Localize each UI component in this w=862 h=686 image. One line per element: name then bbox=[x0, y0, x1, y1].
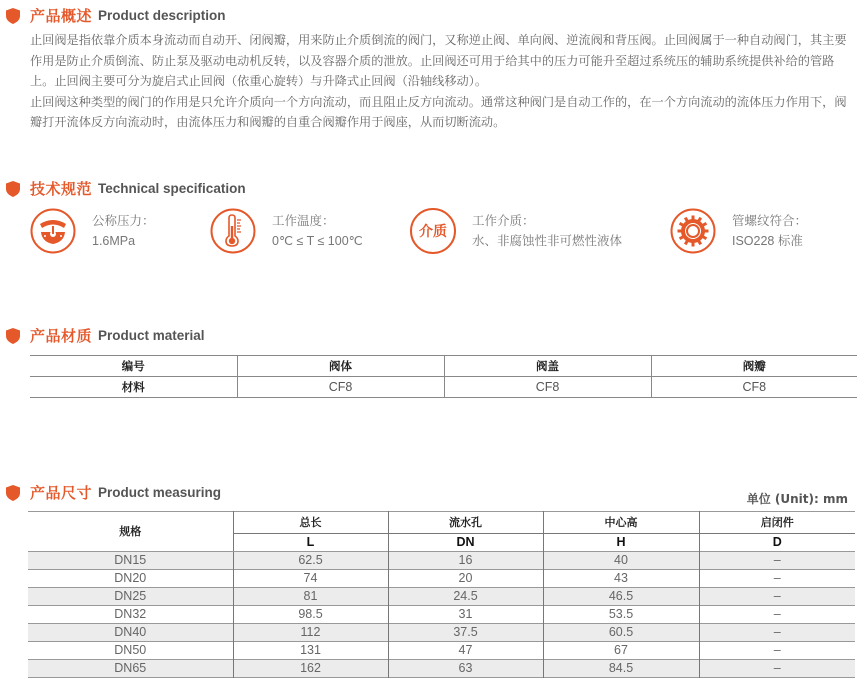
description-paragraph: 止回阀这种类型的阀门的作用是只允许介质向一个方向流动，而且阻止反方向流动。通常这种阀门是自动工作的，在一个方向流动的流体压力作用下，阀瓣打开流体反方向流动时，由流体压力和阀瓣的自重合阀瓣作用于阀座，从而切断流动。 bbox=[30, 94, 847, 129]
cell-bore: 31 bbox=[388, 606, 543, 624]
cell-disc: – bbox=[699, 606, 855, 624]
shield-icon bbox=[6, 328, 20, 344]
cell-center-height: 67 bbox=[543, 642, 699, 660]
measuring-heading bbox=[6, 482, 221, 503]
header-spec: 规格 bbox=[28, 512, 233, 552]
material-header-row bbox=[30, 356, 857, 377]
cell-center-height: 60.5 bbox=[543, 624, 699, 642]
gear-icon bbox=[670, 208, 716, 254]
material-cell: CF8 bbox=[444, 377, 651, 398]
cell-center-height: 46.5 bbox=[543, 588, 699, 606]
section-title-cn: 产品材质 bbox=[30, 327, 93, 345]
technical-heading bbox=[6, 178, 246, 199]
spec-temperature bbox=[210, 208, 363, 254]
table-row bbox=[28, 624, 855, 642]
cell-center-height: 53.5 bbox=[543, 606, 699, 624]
medium-icon bbox=[410, 208, 456, 254]
cell-bore: 47 bbox=[388, 642, 543, 660]
symbol-H: H bbox=[543, 534, 699, 552]
table-row bbox=[28, 642, 855, 660]
material-cell: CF8 bbox=[651, 377, 857, 398]
table-row bbox=[28, 552, 855, 570]
cell-bore: 20 bbox=[388, 570, 543, 588]
spec-label: 管螺纹符合： bbox=[732, 214, 808, 228]
spec-label: 工作介质： bbox=[472, 214, 535, 228]
symbol-DN: DN bbox=[388, 534, 543, 552]
cell-spec: DN40 bbox=[28, 624, 233, 642]
section-title-en: Product measuring bbox=[98, 485, 222, 500]
thermometer-icon bbox=[210, 208, 256, 254]
cell-center-height: 84.5 bbox=[543, 660, 699, 678]
cell-spec: DN65 bbox=[28, 660, 233, 678]
cell-length: 112 bbox=[233, 624, 388, 642]
section-title-en: Technical specification bbox=[98, 181, 246, 196]
header-disc: 启闭件 bbox=[699, 512, 855, 534]
cell-length: 162 bbox=[233, 660, 388, 678]
dimensions-header-row bbox=[28, 512, 855, 534]
cell-length: 62.5 bbox=[233, 552, 388, 570]
cell-length: 81 bbox=[233, 588, 388, 606]
material-row bbox=[30, 377, 857, 398]
spec-thread bbox=[670, 208, 807, 254]
material-cell: CF8 bbox=[237, 377, 444, 398]
cell-length: 74 bbox=[233, 570, 388, 588]
section-title-cn: 产品尺寸 bbox=[30, 484, 93, 502]
cell-disc: – bbox=[699, 552, 855, 570]
header-center-height: 中心高 bbox=[543, 512, 699, 534]
cell-bore: 63 bbox=[388, 660, 543, 678]
material-header-cell: 阀瓣 bbox=[651, 356, 857, 377]
description-heading bbox=[6, 5, 226, 26]
section-title-cn: 技术规范 bbox=[30, 180, 93, 198]
cell-disc: – bbox=[699, 624, 855, 642]
cell-center-height: 43 bbox=[543, 570, 699, 588]
symbol-L: L bbox=[233, 534, 388, 552]
symbol-D: D bbox=[699, 534, 855, 552]
description-paragraph: 止回阀是指依靠介质本身流动而自动开、闭阀瓣，用来防止介质倒流的阀门，又称逆止阀、单向阀、逆流阀和背压阀。止回阀属于一种自动阀门，其主要作用是防止介质倒流、防止泵及驱动电动机反转，以及容器介质的泄放。止回阀还可用于给其中的压力可能升至超过系统压的辅助系统提供补给的管路上。止回阀主要可分为旋启式止回阀（依重心旋转）与升降式止回阀（沿轴线移动）。 bbox=[30, 33, 847, 88]
table-row bbox=[28, 606, 855, 624]
material-header-cell: 阀体 bbox=[237, 356, 444, 377]
spec-value: 1.6MPa bbox=[92, 234, 136, 248]
section-title-en: Product material bbox=[98, 328, 205, 343]
spec-value: ISO228 标准 bbox=[732, 234, 803, 248]
cell-disc: – bbox=[699, 588, 855, 606]
spec-value: 水、非腐蚀性非可燃性液体 bbox=[472, 234, 623, 248]
spec-label: 公称压力： bbox=[92, 214, 155, 228]
cell-disc: – bbox=[699, 660, 855, 678]
pressure-gauge-icon bbox=[30, 208, 76, 254]
cell-spec: DN20 bbox=[114, 571, 147, 585]
spec-value: 0℃ ≤ T ≤ 100℃ bbox=[272, 234, 363, 248]
description-text bbox=[30, 30, 856, 133]
section-title-en: Product description bbox=[98, 8, 226, 23]
header-bore: 流水孔 bbox=[388, 512, 543, 534]
cell-spec: DN15 bbox=[28, 552, 233, 570]
table-row bbox=[28, 588, 855, 606]
spec-medium bbox=[410, 208, 622, 254]
cell-bore: 16 bbox=[388, 552, 543, 570]
cell-bore: 37.5 bbox=[388, 624, 543, 642]
table-row bbox=[28, 660, 855, 678]
spec-label: 工作温度： bbox=[272, 214, 335, 228]
section-title-cn: 产品概述 bbox=[30, 7, 93, 25]
cell-spec: DN32 bbox=[114, 607, 147, 621]
material-header-cell: 编号 bbox=[121, 359, 145, 373]
material-table bbox=[30, 355, 857, 398]
material-header-cell: 阀盖 bbox=[444, 356, 651, 377]
header-length: 总长 bbox=[233, 512, 388, 534]
spec-row bbox=[0, 208, 862, 264]
cell-spec: DN50 bbox=[114, 643, 147, 657]
material-heading bbox=[6, 325, 205, 346]
shield-icon bbox=[6, 181, 20, 197]
table-row bbox=[28, 570, 855, 588]
cell-length: 131 bbox=[233, 642, 388, 660]
dimensions-table bbox=[28, 511, 855, 678]
spec-pressure bbox=[30, 208, 155, 254]
material-cell: 材料 bbox=[121, 380, 145, 394]
cell-center-height: 40 bbox=[543, 552, 699, 570]
cell-disc: – bbox=[699, 642, 855, 660]
cell-length: 98.5 bbox=[233, 606, 388, 624]
medium-icon-text: 介质 bbox=[419, 224, 447, 240]
unit-label: 单位 (Unit): mm bbox=[746, 492, 848, 506]
cell-disc: – bbox=[699, 570, 855, 588]
shield-icon bbox=[6, 485, 20, 501]
cell-bore: 24.5 bbox=[388, 588, 543, 606]
cell-spec: DN25 bbox=[28, 588, 233, 606]
shield-icon bbox=[6, 8, 20, 24]
